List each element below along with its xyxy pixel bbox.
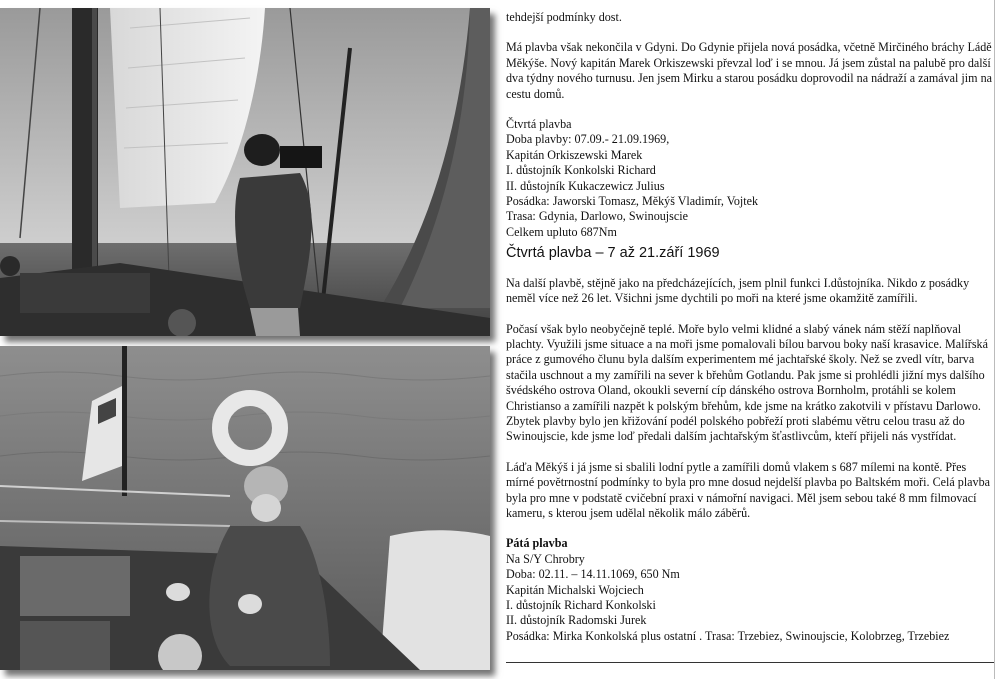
paragraph-crew: Na další plavbě, stějně jako na předcházejících, jsem plnil funkci I.důstojníka. Nikdo z posádky neměl více než 26 let. Všichni jsme dychtili po moři na které jsme okamžitě zamířili. — [506, 275, 970, 306]
voyage5-details — [506, 536, 994, 644]
paragraph-gdynia: Má plavba však nekončila v Gdyni. Do Gdynie přijela nová posádka, včetně Mirčiného bráchy Ládě Měkýše. Nový kapitán Marek Orkiszewski převzal loď i se mnou. Já jsem zůstal na palubě pro další dva týdny nového turnusu. Jen jsem Mirku a starou posádku doprovodil na nádraží a zamával jim na cestu domů. — [506, 40, 992, 101]
photo-sailor-with-camera — [0, 8, 490, 336]
voyage5-line: I. důstojník Richard Konkolski — [506, 598, 656, 612]
paragraph-intro: tehdejší podmínky dost. — [506, 10, 622, 24]
voyage4-line: Celkem upluto 687Nm — [506, 224, 617, 239]
photo-boy-in-cockpit-image — [0, 346, 490, 670]
paragraph-return: Láďa Měkýš i já jsme si sbalili lodní pytle a zamířili domů vlakem s 687 mílemi na kontě. Přes mírné povětrnostní podmínky to byla pro mne dosud nejdelší plavba po Baltském moři. Celá plavba byla pro mne v podstatě cvičební praxi v námořní navigaci. Měl jsem sebou také 8 mm filmovací kameru, s kterou jsem udělal několik málo záběrů. — [506, 459, 991, 520]
paragraph-weather: Počasí však bylo neobyčejně teplé. Moře bylo velmi klidné a slabý vánek nám stěží naplňoval plachty. Využili jsme situace a na moři jsme pomalovali bílou barvou boky naší krasavice. Malířská práce z gumového člunu byla dalším experimentem mé jachtařské školy. Než se zvedl vítr, barva stačila uschnout a my zamířili na sever k břehům Gotlandu. Pak jsme si prohlédli jižní mys dalšího švédského ostrova Oland, okoukli severní cíp dánského ostrova Bornholm, protáhli se kolem Christianso a zamířili nazpět k polským břehům, kde jsme na krátko zakotvili v přístavu Darlowo. Zbytek plavby bylo jen křižování podél polského pobřeží proti slabému větru celou trasu až do Swinoujscie, kde jsme loď předali dalším jachtařským šťastlivcům, kteří přijeli nás vystřídat. — [506, 321, 988, 444]
photo-boy-in-cockpit — [0, 346, 490, 670]
voyage4-line: Kapitán Orkiszewski Marek — [506, 147, 643, 162]
voyage4-line: Posádka: Jaworski Tomasz, Měkýš Vladimír, Vojtek — [506, 194, 759, 209]
voyage5-line: II. důstojník Radomski Jurek — [506, 613, 647, 628]
voyage5-line: Na S/Y Chrobry — [506, 551, 585, 566]
voyage4-title: Čtvrtá plavba — [506, 117, 572, 132]
voyage4-line: I. důstojník Konkolski Richard — [506, 163, 656, 178]
voyage5-line: Doba: 02.11. – 14.11.1069, 650 Nm — [506, 567, 680, 582]
voyage5-title: Pátá plavba — [506, 536, 568, 551]
photo-sailor-with-camera-image — [0, 8, 490, 336]
voyage4-line: Doba plavby: 07.09.- 21.09.1969, — [506, 132, 670, 147]
section-heading: Čtvrtá plavba – 7 až 21.září 1969 — [506, 245, 720, 262]
voyage4-details — [506, 117, 994, 240]
bottom-divider — [506, 662, 994, 663]
voyage5-line: Posádka: Mirka Konkolská plus ostatní . Trasa: Trzebiez, Swinoujscie, Kolobrzeg, Trzebiez — [506, 628, 950, 643]
right-divider — [994, 0, 995, 679]
voyage4-line: II. důstojník Kukaczewicz Julius — [506, 178, 665, 193]
voyage4-line: Trasa: Gdynia, Darlowo, Swinoujscie — [506, 209, 688, 224]
voyage5-line: Kapitán Michalski Wojciech — [506, 582, 644, 597]
article-text-column — [506, 10, 994, 644]
